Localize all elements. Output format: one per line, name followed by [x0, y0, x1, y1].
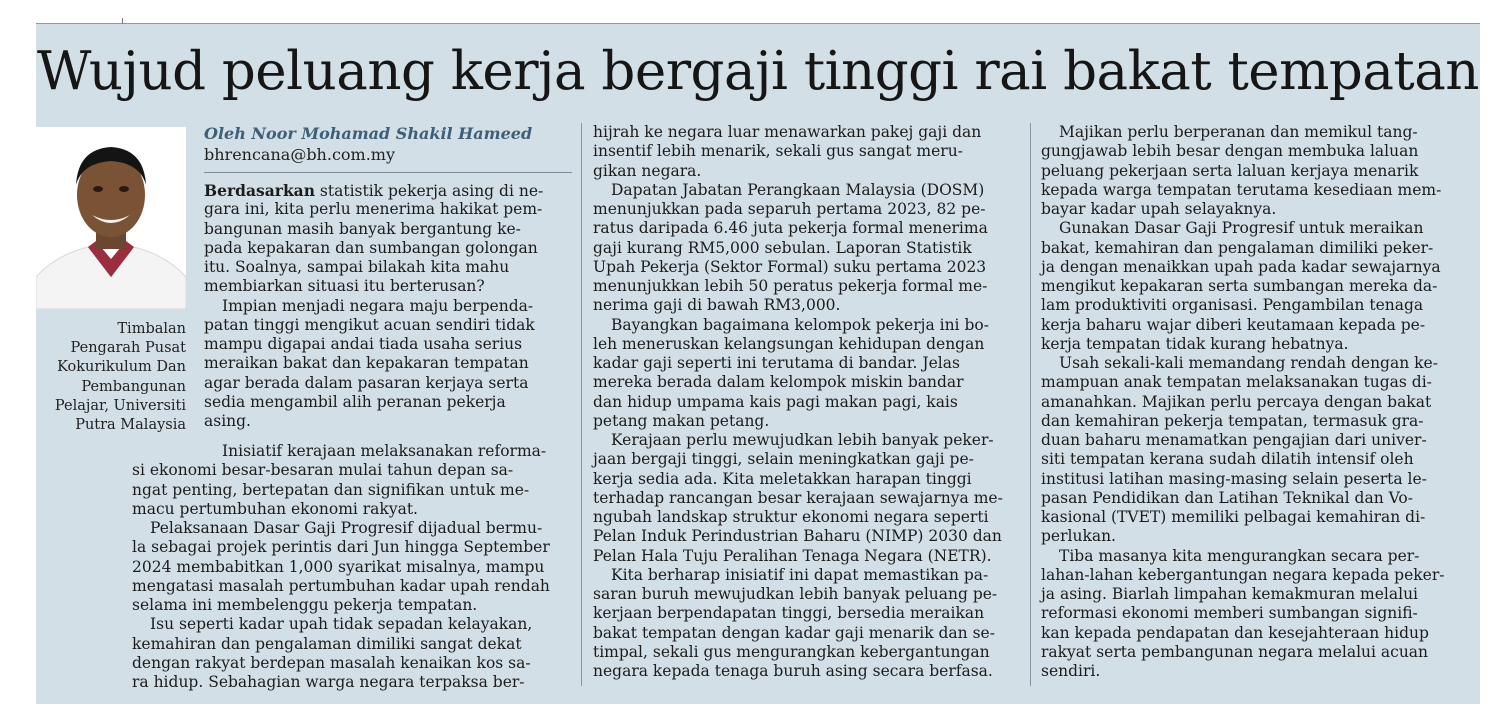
text-line: gikan negara. [593, 161, 702, 180]
text-line: Impian menjadi negara maju berpenda- [222, 296, 534, 315]
photo-caption [36, 320, 186, 435]
column-2 [593, 123, 1003, 681]
caption-line: Pelajar, Universiti [54, 397, 186, 414]
text-line: ra hidup. Sebahagian warga negara terpaksa ber- [132, 673, 525, 691]
text-line: sendiri. [1041, 662, 1101, 680]
text-line: ratus daripada 6.46 juta pekerja formal menerima [593, 219, 988, 238]
text-line: mereka berada dalam kelompok miskin bandar [593, 373, 964, 392]
text-line: membiarkan situasi itu berterusan? [204, 277, 485, 296]
text-line: nerima gaji di bawah RM3,000. [593, 296, 841, 315]
text-line: lahan-lahan kebergantungan negara kepada peker- [1041, 565, 1445, 584]
text-line: Usah sekali-kali memandang rendah dengan ke- [1059, 354, 1438, 372]
text-line: Pelan Induk Perindustrian Baharu (NIMP) 2030 dan [593, 527, 1002, 546]
text-line: lam produktiviti organisasi. Pengambilan tenaga [1041, 296, 1424, 315]
text-line: dan kemahiran pekerja tempatan, termasuk gra- [1041, 411, 1424, 430]
text-line: mampuan anak tempatan melaksanakan tugas di- [1041, 373, 1432, 392]
text-line: siti tempatan kerana sudah dilatih intensif oleh [1041, 450, 1414, 469]
text-line: kadar gaji seperti ini terutama di bandar. Jelas [593, 354, 960, 372]
text-line: Inisiatif kerajaan melaksanakan reforma- [222, 442, 547, 460]
text-line: timpal, sekali gus mengurangkan kebergantungan [593, 642, 990, 661]
text-line: dan hidup umpama kais pagi makan pagi, kais [593, 392, 958, 411]
text-line: reformasi ekonomi memberi sumbangan signifi- [1041, 604, 1418, 623]
text-line: ngubah landskap struktur ekonomi negara seperti [593, 508, 989, 526]
text-line: kemahiran dan pengalaman dimiliki sangat dekat [132, 634, 522, 653]
column-3 [1041, 123, 1444, 681]
caption-line: Putra Malaysia [75, 417, 186, 434]
text-line: gara ini, kita perlu menerima hakikat pem- [204, 200, 543, 219]
text-line: Gunakan Dasar Gaji Progresif untuk meraikan [1059, 219, 1424, 238]
text-line: itu. Soalnya, sampai bilakah kita mahu [204, 258, 510, 276]
text-line: leh meneruskan kelangsungan kehidupan dengan [593, 334, 985, 353]
text-line: sedia mengambil alih peranan pekerja [204, 392, 506, 411]
text-line: pada kepakaran dan sumbangan golongan [204, 238, 538, 257]
text-line: amanahkan. Majikan perlu percaya dengan bakat [1041, 392, 1432, 411]
text-line: menunjukkan pada separuh pertama 2023, 82 pe- [593, 200, 986, 218]
text-line: la sebagai projek perintis dari Jun hingga September [132, 538, 550, 557]
text-line: bangunan masih banyak bergantung ke- [204, 219, 521, 238]
caption-line: Pengarah Pusat [70, 340, 186, 357]
headline: Wujud peluang kerja bergaji tinggi rai bakat tempatan [37, 41, 1479, 102]
author-photo [36, 127, 186, 309]
text-line: gungjawab lebih besar dengan membuka laluan [1041, 142, 1419, 161]
text-line: Dapatan Jabatan Perangkaan Malaysia (DOSM) [611, 180, 985, 199]
text-line: kasional (TVET) memiliki pelbagai kemahiran di- [1041, 508, 1426, 526]
text-line: mengatasi masalah pertumbuhan kadar upah rendah [132, 576, 550, 595]
text-line: si ekonomi besar-besaran mulai tahun depan sa- [132, 461, 514, 480]
column-rule [581, 123, 582, 686]
lead-word: Berdasarkan [204, 181, 315, 200]
text-line: menunjukkan lebih 50 peratus pekerja formal me- [593, 277, 988, 295]
text-line: Upah Pekerja (Sektor Formal) suku pertama 2023 [593, 257, 987, 276]
text-line: jaan bergaji tinggi, selain meningkatkan gaji pe- [593, 450, 974, 469]
text-line: rakyat serta pembangunan negara melalui acuan [1041, 642, 1429, 661]
text-line: saran buruh mewujudkan lebih banyak peluang pe- [593, 585, 998, 603]
column-1-top [204, 181, 543, 431]
text-line: insentif lebih menarik, sekali gus sangat meru- [593, 142, 963, 161]
text-line: Pelan Hala Tuju Peralihan Tenaga Negara (NETR). [593, 546, 992, 565]
text-line: petang makan petang. [593, 411, 770, 430]
text-line: kerjaan berpendapatan tinggi, bersedia meraikan [593, 604, 985, 623]
text-line: pasan Pendidikan dan Latihan Teknikal dan Vo- [1041, 488, 1413, 507]
text-line: bayar kadar upah selayaknya. [1041, 200, 1277, 218]
text-line: duan baharu menamatkan pengajian dari univer- [1041, 431, 1427, 449]
text-line: Pelaksanaan Dasar Gaji Progresif dijadual bermu- [150, 519, 543, 537]
text-line: bakat tempatan dengan kadar gaji menarik dan se- [593, 623, 995, 642]
text-line: ja asing. Biarlah limpahan kemakmuran melalui [1041, 585, 1419, 603]
text-line: selama ini membelenggu pekerja tempatan. [132, 596, 478, 614]
column-1-bottom [132, 442, 550, 692]
caption-line: Timbalan [117, 321, 186, 337]
text-line: Kerajaan perlu mewujudkan lebih banyak peker- [611, 431, 994, 449]
text-line: Tiba masanya kita mengurangkan secara per- [1059, 546, 1420, 565]
column-rule [1030, 123, 1031, 686]
text-line: ngat penting, bertepatan dan signifikan untuk me- [132, 480, 530, 499]
text-line: statistik pekerja asing di ne- [315, 182, 544, 200]
caption-line: Kokurikulum Dan [57, 359, 186, 376]
article-panel [36, 24, 1480, 704]
text-line: mampu digapai andai tiada usaha serius [204, 335, 523, 353]
text-line: Bayangkan bagaimana kelompok pekerja ini bo- [611, 315, 989, 334]
byline [204, 123, 572, 173]
text-line: patan tinggi mengikut acuan sendiri tidak [204, 315, 535, 334]
text-line: gaji kurang RM5,000 sebulan. Laporan Statistik [593, 238, 972, 257]
text-line: macu pertumbuhan ekonomi rakyat. [132, 499, 418, 518]
text-line: Isu seperti kadar upah tidak sepadan kelayakan, [150, 615, 533, 634]
text-line: kerja baharu wajar diberi keutamaan kepada pe- [1041, 315, 1426, 334]
text-line: bakat, kemahiran dan pengalaman dimiliki peker- [1041, 238, 1434, 257]
text-line: perlukan. [1041, 527, 1116, 546]
text-line: meraikan bakat dan kepakaran tempatan [204, 354, 529, 373]
text-line: hijrah ke negara luar menawarkan pakej gaji dan [593, 123, 982, 141]
text-line: agar berada dalam pasaran kerjaya serta [204, 373, 529, 392]
text-line: asing. [204, 412, 251, 430]
text-line: Kita berharap inisiatif ini dapat memastikan pa- [611, 565, 989, 584]
text-line: peluang pekerjaan serta laluan kerjaya menarik [1041, 161, 1419, 180]
text-line: terhadap rancangan besar kerajaan sewajarnya me- [593, 488, 1003, 507]
text-line: negara kepada tenaga buruh asing secara berfasa. [593, 662, 993, 680]
text-line: dengan rakyat berdepan masalah kenaikan kos sa- [132, 653, 531, 672]
text-line: kerja sedia ada. Kita meletakkan harapan tinggi [593, 469, 972, 488]
text-line: mengikut kepakaran serta sumbangan mereka da- [1041, 277, 1438, 295]
text-line: kerja tempatan tidak kurang hebatnya. [1041, 334, 1349, 353]
text-line: 2024 membabitkan 1,000 syarikat misalnya, mampu [132, 557, 545, 576]
text-line: ja dengan menaikkan upah pada kadar sewajarnya [1041, 257, 1441, 276]
author-name: Oleh Noor Mohamad Shakil Hameed [204, 124, 533, 143]
author-email: bhrencana@bh.com.my [204, 145, 396, 164]
text-line: institusi latihan masing-masing selain peserta le- [1041, 469, 1427, 488]
text-line: kan kepada pendapatan dan kesejahteraan hidup [1041, 623, 1429, 642]
caption-line: Pembangunan [81, 378, 186, 395]
text-line: kepada warga tempatan terutama kesediaan mem- [1041, 180, 1442, 199]
text-line: Majikan perlu berperanan dan memikul tang- [1059, 123, 1418, 141]
